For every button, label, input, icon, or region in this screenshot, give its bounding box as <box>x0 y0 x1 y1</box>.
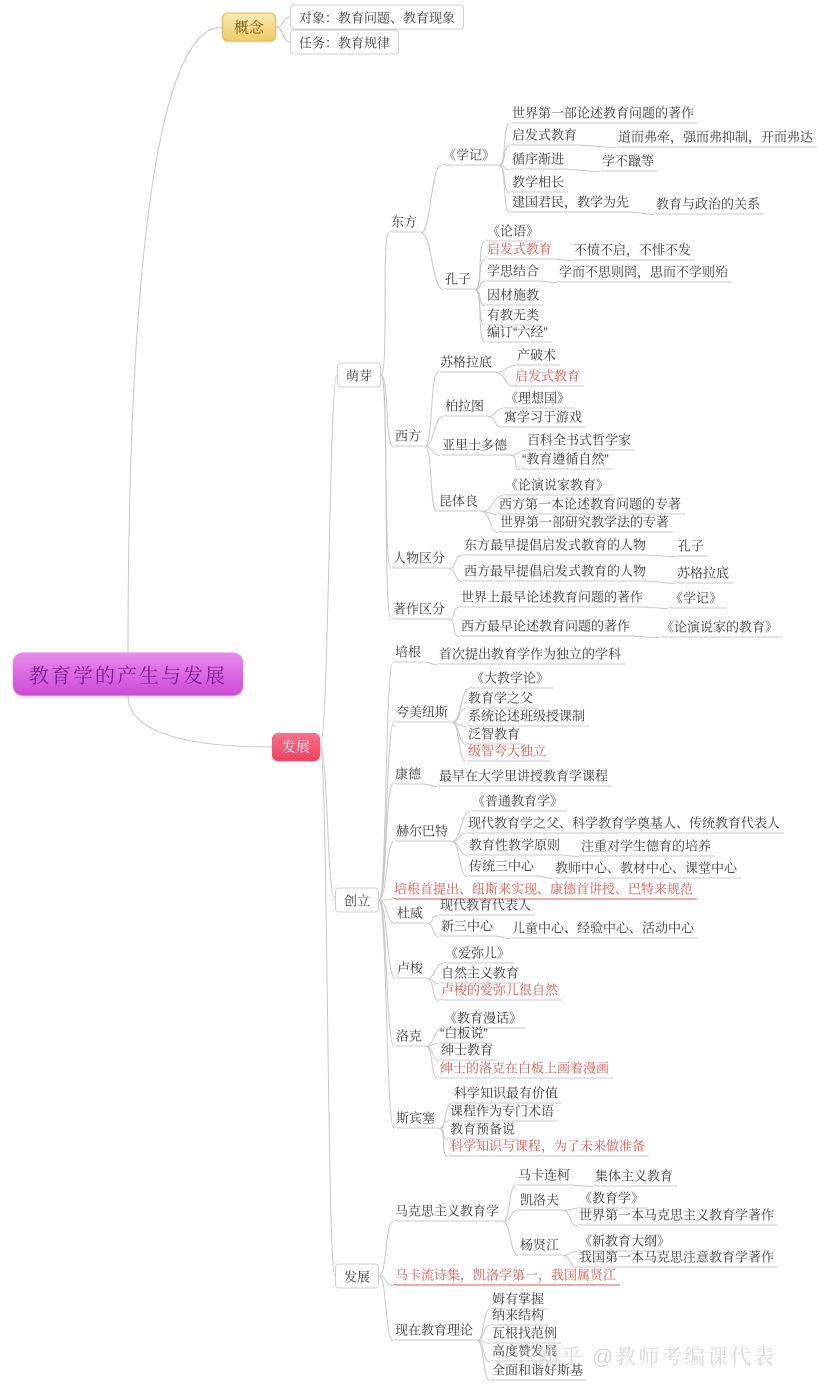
edge-bolatu-blt2 <box>488 417 502 428</box>
edge-mengya-xifang <box>381 375 393 447</box>
edge-dongfang-xueji <box>421 166 441 233</box>
edge-kongzi-kz1 <box>475 242 485 290</box>
node-xz3[interactable]: 瓦根找范例 <box>490 1327 561 1344</box>
node-mklk1[interactable]: 集体主义教育 <box>593 1170 677 1187</box>
node-lk1[interactable]: 《教育漫话》 <box>442 1012 526 1029</box>
edge-yalishiduode-ylsdd2 <box>511 456 520 470</box>
edge-yxj-yxj2 <box>563 1256 577 1268</box>
node-ls1[interactable]: 《爱弥儿》 <box>443 947 514 964</box>
edge-rwqf2-rwqf2a <box>650 582 675 584</box>
node-root[interactable]: 教育学的产生与发展 <box>13 653 243 696</box>
node-rwqf1a[interactable]: 孔子 <box>676 540 708 557</box>
edge-xueji-xj1 <box>499 124 510 166</box>
node-klf1[interactable]: 《教育学》 <box>577 1192 648 1209</box>
node-kz3[interactable]: 学思结合 <box>485 265 543 282</box>
edge-xj3-xj3a <box>568 170 600 172</box>
edge-xueji-xj5 <box>499 166 510 213</box>
edge-sugeladi-sgld2 <box>496 373 513 387</box>
node-lk4[interactable]: 绅士的洛克在白板上画着漫画 <box>438 1062 613 1079</box>
edge-duwei-dw1 <box>427 916 438 924</box>
node-hebt3a[interactable]: 注重对学生德育的培养 <box>579 840 715 857</box>
node-yxj[interactable]: 杨贤江 <box>518 1239 563 1256</box>
node-sbs4[interactable]: 科学知识与课程，为了未来做准备 <box>448 1140 649 1157</box>
node-duixiang[interactable]: 对象：教育问题、教育现象 <box>290 5 464 30</box>
node-xj3a[interactable]: 学不躐等 <box>600 155 658 172</box>
node-kangde[interactable]: 康德 <box>393 768 425 785</box>
node-sbs1[interactable]: 科学知识最有价值 <box>452 1087 562 1104</box>
node-luoke[interactable]: 洛克 <box>394 1030 426 1047</box>
node-makesi[interactable]: 马克思主义教育学 <box>393 1205 503 1222</box>
node-kmns1[interactable]: 《大教学论》 <box>469 672 553 689</box>
node-xj2a[interactable]: 道而弗牵，强而弗抑制，开而弗达 <box>616 131 817 148</box>
node-ktl1[interactable]: 《论演说家教育》 <box>503 479 613 496</box>
node-ylsdd1[interactable]: 百科全书式哲学家 <box>525 434 635 451</box>
edge-root-gainian <box>128 27 222 653</box>
node-zzqf2[interactable]: 西方最早论述教育问题的著作 <box>459 620 634 637</box>
node-ktl3[interactable]: 世界第一部研究教学法的专著 <box>498 516 673 533</box>
edge-xj5-xj5a <box>633 213 654 215</box>
edge-duwei-dw2 <box>427 924 439 937</box>
node-xianzai[interactable]: 现在教育理论 <box>393 1324 477 1341</box>
edge-dw2-dw2a <box>497 937 510 939</box>
edge-lusuo-ls3 <box>427 979 439 1001</box>
edge-luoke-lk3 <box>426 1047 439 1061</box>
watermark: 知乎 @教师考编课代表 <box>538 1346 777 1369</box>
edge-klf-klf1 <box>563 1209 577 1211</box>
node-kongzi[interactable]: 孔子 <box>443 273 475 290</box>
node-hebt2[interactable]: 现代教育学之父、科学教育学奠基人、传统教育代表人 <box>466 817 784 834</box>
node-pg1[interactable]: 首次提出教育学作为独立的学科 <box>437 648 625 665</box>
edge-chuangli-kangde <box>379 785 393 901</box>
node-heerbate[interactable]: 赫尔巴特 <box>394 825 452 842</box>
edge-kz3-kz3a <box>543 282 557 283</box>
edge-renwuqufen-rwqf1 <box>449 556 462 569</box>
edge-xianzai-xz1 <box>477 1310 490 1341</box>
node-mklk[interactable]: 马卡连柯 <box>516 1169 574 1186</box>
node-kz2a[interactable]: 不愤不启，不悱不发 <box>572 244 695 261</box>
node-fazhan[interactable]: 发展 <box>272 733 320 761</box>
node-kz6[interactable]: 编订“六经” <box>485 326 552 343</box>
node-kuntiliang[interactable]: 昆体良 <box>437 495 482 512</box>
edge-xifang-sugeladi <box>425 373 438 447</box>
edge-root-fazhan <box>128 696 272 748</box>
node-dw2[interactable]: 新三中心 <box>439 920 497 937</box>
node-rwqf1[interactable]: 东方最早提倡启发式教育的人物 <box>462 539 650 556</box>
node-lusuo[interactable]: 卢梭 <box>395 962 427 979</box>
edge-kuameiniusi-kmns2 <box>452 709 466 723</box>
node-klf2[interactable]: 世界第一本马克思主义教育学著作 <box>577 1209 778 1226</box>
edge-fazhanb-makesi <box>379 1222 393 1277</box>
node-dongfang[interactable]: 东方 <box>389 216 421 233</box>
edge-luoke-lk2 <box>426 1044 438 1047</box>
node-xz1[interactable]: 姆有掌握 <box>490 1293 548 1310</box>
edge-chuangli-peigen <box>379 663 393 901</box>
edge-heerbate-hebt4 <box>452 842 467 877</box>
node-sugeladi[interactable]: 苏格拉底 <box>438 356 496 373</box>
node-dw1[interactable]: 现代教育代表人 <box>438 899 535 916</box>
node-zzqf1[interactable]: 世界上最早论述教育问题的著作 <box>459 591 647 608</box>
node-lk2[interactable]: “白板说” <box>438 1027 492 1044</box>
node-kz5[interactable]: 有教无类 <box>485 309 543 326</box>
node-ls2[interactable]: 自然主义教育 <box>439 967 523 984</box>
node-renwuqufen[interactable]: 人物区分 <box>391 552 449 569</box>
node-mn2[interactable]: 马卡流诗集，凯洛学第一，我国属贤江 <box>393 1269 620 1286</box>
edge-kz2-kz2a <box>556 260 572 261</box>
node-kmns4[interactable]: 泛智教育 <box>466 728 524 745</box>
node-bolatu[interactable]: 柏拉图 <box>443 400 488 417</box>
node-xj5[interactable]: 建国君民，教学为先 <box>510 196 633 213</box>
edge-xifang-kuntiliang <box>425 447 437 512</box>
node-sbs3[interactable]: 教育预备说 <box>448 1123 519 1140</box>
node-sgld1[interactable]: 产破术 <box>515 349 560 366</box>
node-duwei[interactable]: 杜威 <box>395 907 427 924</box>
node-sibinsai[interactable]: 斯宾塞 <box>394 1112 439 1129</box>
node-kmns5[interactable]: 级智夸大独立 <box>466 745 550 762</box>
node-kmns3[interactable]: 系统论述班级授课制 <box>466 710 589 727</box>
node-ktl2[interactable]: 西方第一本论述教育问题的专著 <box>497 498 685 515</box>
node-yxj1[interactable]: 《新教育大纲》 <box>577 1235 674 1252</box>
edge-rwqf1-rwqf1a <box>650 556 676 557</box>
node-peigen[interactable]: 培根 <box>393 646 425 663</box>
edge-zzqf2-zzqf2a <box>634 637 659 638</box>
node-sbs2[interactable]: 课程作为专门术语 <box>448 1105 558 1122</box>
node-zzqf1a[interactable]: 《学记》 <box>668 592 726 609</box>
node-xj4[interactable]: 教学相长 <box>510 176 568 193</box>
node-xz5[interactable]: 全面和谐好斯基 <box>490 1364 587 1381</box>
node-hebt1[interactable]: 《普通教育学》 <box>470 795 567 812</box>
node-mn1[interactable]: 培根首提出、纽斯来实现、康德首讲授、巴特来规范 <box>392 883 697 900</box>
edge-zhuzuoqufen-zzqf2 <box>449 620 459 637</box>
node-xz2[interactable]: 纳来结构 <box>490 1309 548 1326</box>
edge-klf-klf2 <box>563 1211 577 1226</box>
node-xifang[interactable]: 西方 <box>393 430 425 447</box>
node-kuameiniusi[interactable]: 夸美纽斯 <box>394 706 452 723</box>
edge-bolatu-blt1 <box>488 409 503 417</box>
node-fazhanb[interactable]: 发展 <box>335 1264 379 1289</box>
edge-mklk-mklk1 <box>574 1186 593 1187</box>
node-lk3[interactable]: 绅士教育 <box>439 1044 497 1061</box>
node-ylsdd2[interactable]: “教育遵循自然” <box>520 453 613 470</box>
node-renwu[interactable]: 任务：教育规律 <box>290 30 399 55</box>
node-klf[interactable]: 凯洛夫 <box>518 1194 563 1211</box>
node-xz4[interactable]: 高度赞发展 <box>490 1345 561 1362</box>
node-xj3[interactable]: 循序渐进 <box>510 153 568 170</box>
edge-hebt4-hebt4a <box>538 877 553 879</box>
node-xj1[interactable]: 世界第一部论述教育问题的著作 <box>510 107 698 124</box>
node-hebt4a[interactable]: 教师中心、教材中心、课堂中心 <box>553 862 741 879</box>
node-gainian[interactable]: 概念 <box>222 13 276 42</box>
edge-makesi-yxj <box>503 1222 518 1256</box>
node-xj5a[interactable]: 教育与政治的关系 <box>654 198 764 215</box>
edge-renwuqufen-rwqf2 <box>449 569 462 582</box>
edge-gainian-renwu <box>276 27 290 42</box>
node-rwqf2a[interactable]: 苏格拉底 <box>675 567 733 584</box>
edge-kangde-kd1 <box>425 785 437 787</box>
node-yxj2[interactable]: 我国第一本马克思注意教育学著作 <box>577 1251 778 1268</box>
node-hebt3[interactable]: 教育性教学原则 <box>467 839 564 856</box>
node-dw2a[interactable]: 儿童中心、经验中心、活动中心 <box>510 922 698 939</box>
node-mengya[interactable]: 萌芽 <box>337 363 381 388</box>
node-xj2[interactable]: 启发式教育 <box>510 129 581 146</box>
edge-chuangli-mn1 <box>379 900 392 901</box>
edge-gainian-duixiang <box>276 17 290 27</box>
edge-mengya-dongfang <box>381 233 389 376</box>
node-ls3[interactable]: 卢梭的爱弥儿很自然 <box>439 984 562 1001</box>
node-blt2[interactable]: 寓学习于游戏 <box>502 411 586 428</box>
node-kmns2[interactable]: 教育学之父 <box>466 692 537 709</box>
edge-zzqf1-zzqf1a <box>647 608 668 609</box>
node-kz1[interactable]: 《论语》 <box>485 225 543 242</box>
edge-fazhan-mengya <box>320 375 337 747</box>
edge-kuameiniusi-kmns5 <box>452 723 466 762</box>
node-rwqf2[interactable]: 西方最早提倡启发式教育的人物 <box>462 565 650 582</box>
edge-hebt3-hebt3a <box>564 856 579 857</box>
node-blt1[interactable]: 《理想国》 <box>503 392 574 409</box>
edge-makesi-mklk <box>503 1186 516 1222</box>
node-xueji[interactable]: 《学记》 <box>441 149 499 166</box>
node-zhuzuoqufen[interactable]: 著作区分 <box>391 603 449 620</box>
node-kz2[interactable]: 启发式教育 <box>485 243 556 260</box>
edge-zhuzuoqufen-zzqf1 <box>449 608 459 620</box>
node-yalishiduode[interactable]: 亚里士多德 <box>440 439 511 456</box>
node-kz3a[interactable]: 学而不思则罔，思而不学则殆 <box>557 266 732 283</box>
edge-xj2-xj2a <box>581 146 616 148</box>
node-kd1[interactable]: 最早在大学里讲授教育学课程 <box>437 770 612 787</box>
edge-yxj-yxj1 <box>563 1252 577 1256</box>
node-hebt4[interactable]: 传统三中心 <box>467 860 538 877</box>
edge-dongfang-kongzi <box>421 233 443 290</box>
edge-mengya-zhuzuoqufen <box>381 375 391 620</box>
node-sgld2[interactable]: 启发式教育 <box>513 370 584 387</box>
node-chuangli[interactable]: 创立 <box>335 888 379 913</box>
node-zzqf2a[interactable]: 《论演说家的教育》 <box>659 621 782 638</box>
node-kz4[interactable]: 因材施教 <box>485 289 543 306</box>
edge-peigen-pg1 <box>425 663 437 665</box>
